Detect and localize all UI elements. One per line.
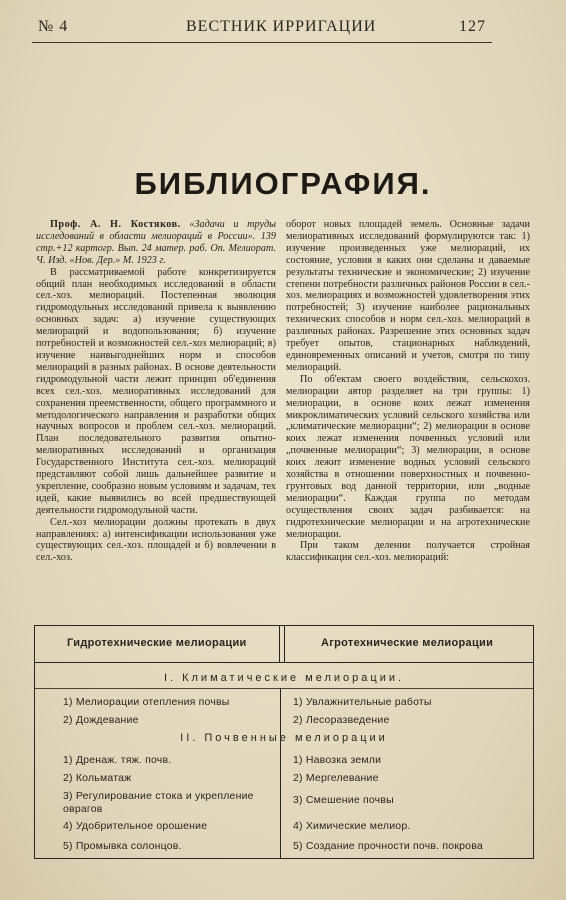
- classification-table: [34, 625, 534, 859]
- table-cell: 1) Навозка земли: [293, 754, 382, 766]
- header-hydro: Гидротехнические мелиорации: [67, 637, 247, 649]
- right-paragraph-1: оборот новых площадей земель. Основные задачи мелиоративных исследований формулируются так: 1) изучение произведенных уже мелиораций, их состояние, условия в каких они сделаны и даваемые результаты технические и экономические; 2) изучение степени потребности различных районов России в сел.-хоз. мелиорациях и возможностей удовлетворения этих потребностей; 3) изучение наиболее рациональных технических способов и норм сел.-хоз. мелиораций в различных районах. Разрешение этих основных задач требует опытов, стационарных наблюдений, единовременных описаний и учетов, смотря по типу мелиораций.: [286, 219, 530, 373]
- table-header: [35, 626, 533, 663]
- journal-title: ВЕСТНИК ИРРИГАЦИИ: [186, 18, 377, 35]
- group-title-climatic: I. Климатические мелиорации.: [163, 672, 405, 684]
- review-author: Проф. А. Н. Костяков.: [50, 219, 181, 230]
- group-title-soil: II. Почвенные мелиорации: [180, 732, 388, 744]
- table-cell: 4) Химические мелиор.: [293, 820, 411, 832]
- left-column: [36, 219, 276, 564]
- header-divider: [279, 626, 285, 662]
- group-rule: [35, 688, 533, 689]
- issue-number: № 4: [38, 18, 69, 35]
- table-cell: 1) Мелиорации отепления почвы: [63, 696, 230, 708]
- table-cell: 3) Регулирование стока и укрепление оврагов: [63, 790, 254, 815]
- left-paragraph-1: В рассматриваемой работе конкретизируется общий план необходимых исследований в области сел.-хоз. мелиораций. Постепенная эволюция гидромодульных исследований привела к выявлению основных задач: а) изучение существующих мелиораций и водопользования; б) изучение потребностей и возможностей сел.-хоз мелиораций; в) изучение наивыгоднейших норм и способов мелиораций в разных районах. В основе деятельности гидромодульной части лежит принцип об'единения всех сел.-хоз. мелиоративных исследований для сохранения преемственности, общего программного и методологического направления и разработки общих научных вопросов и проблем сел.-хоз. мелиораций. План последовательного развития опытно-мелиоративных исследований и организация Государственного Института сел.-хоз. мелиораций представляют собой лишь дальнейшее развитие и укрепление, сообразно новым условиям и задачам, тех идей, какие выявились во всей предшествующей деятельности гидромодульной части.: [36, 266, 276, 516]
- table-cell: 2) Мергелевание: [293, 772, 379, 784]
- right-column: [286, 219, 530, 564]
- left-paragraph-2: Сел.-хоз мелиорации должны протекать в двух направлениях: а) интенсификации использования уже существующих сел.-хоз. площадей и б) вовлечении в сел.-хоз.: [36, 516, 276, 564]
- table-cell: 2) Кольматаж: [63, 772, 132, 784]
- table-cell: 4) Удобрительное орошение: [63, 820, 208, 832]
- section-title: БИБЛИОГРАФИЯ.: [134, 166, 432, 201]
- table-cell: 5) Создание прочности почв. покрова: [293, 840, 483, 852]
- table-cell: 5) Промывка солонцов.: [63, 840, 182, 852]
- review-citation: «Задачи и труды исследований в области мелиораций в России». 139 стр.+12 картогр. Вып. 24 матер. раб. Оп. Мелиорат. Ч. Изд. «Нов. Дер.» М. 1923 г.: [36, 219, 277, 266]
- table-cell: 2) Дождевание: [63, 714, 139, 726]
- column-divider: [280, 688, 281, 858]
- header-agro: Агротехнические мелиорации: [321, 637, 494, 649]
- page-number: 127: [459, 18, 486, 35]
- right-paragraph-3: При таком делении получается стройная классификация сел.-хоз. мелиораций:: [286, 540, 530, 564]
- right-paragraph-2: По об'ектам своего воздействия, сельскохоз. мелиорации автор разделяет на три группы: 1) мелиорации, в основе коих лежат изменения микроклиматических условий сельского хозяйства или „климатические мелиорации“; 2) мелиорации в основе коих лежат изменения почвенных условий или „почвенные мелиорации“; 3) мелиорации, в основе коих лежит изменение водных условий сельского хозяйства в отношении поверхностных и почвенно-грунтовых вод данной территории, или „водные мелиорации“. Каждая группа по методам осуществления своих задач разбивается: на гидротехнические мелиорации и на агротехнические мелиорации.: [286, 373, 530, 540]
- table-cell: 3) Смешение почвы: [293, 794, 394, 806]
- table-cell: 2) Лесоразведение: [293, 714, 390, 726]
- header-rule: [32, 42, 492, 43]
- table-cell: 1) Дренаж. тяж. почв.: [63, 754, 172, 766]
- table-cell: 1) Увлажнительные работы: [293, 696, 432, 708]
